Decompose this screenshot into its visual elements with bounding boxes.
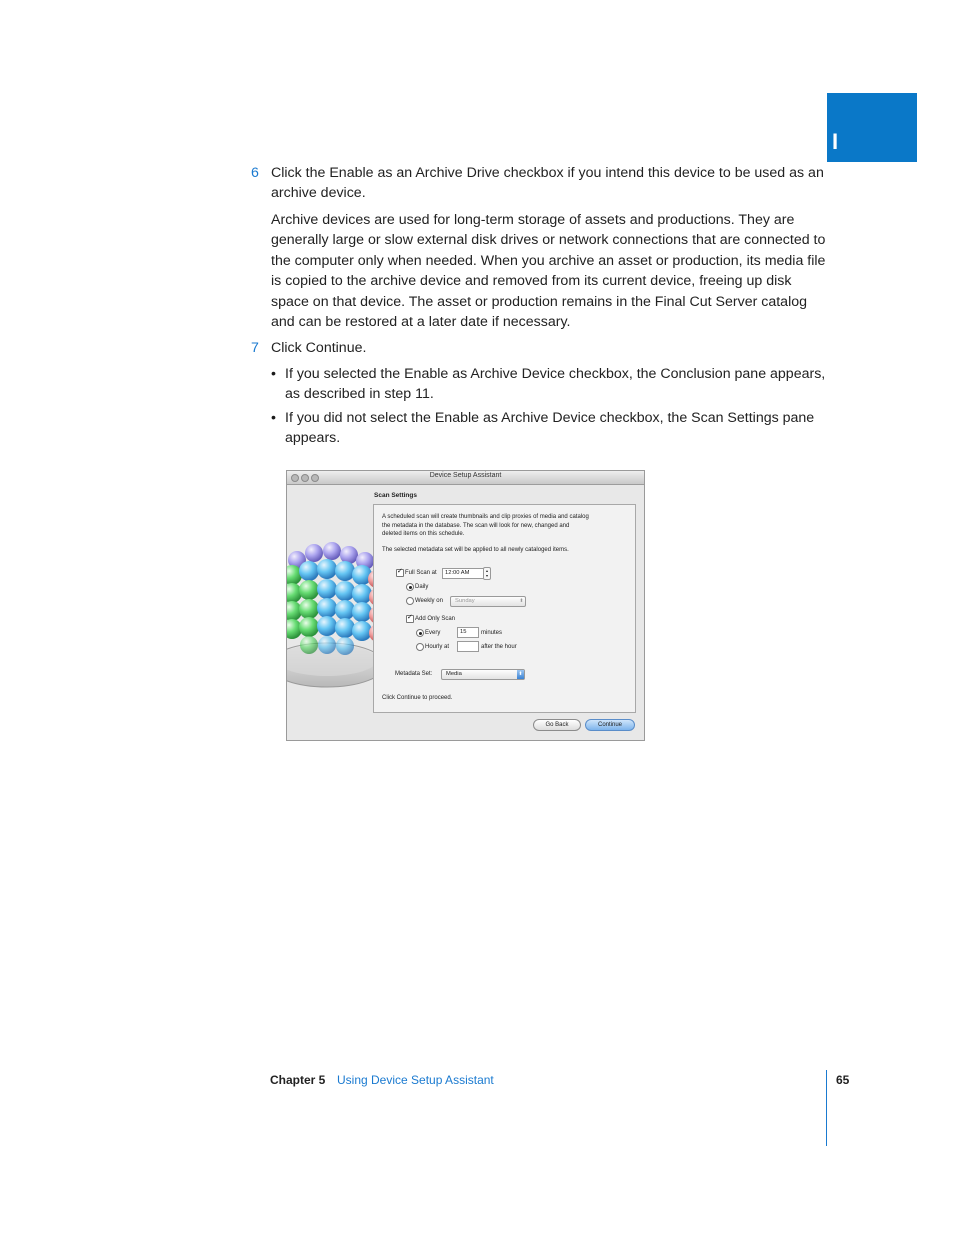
hourly-label: Hourly at: [425, 644, 450, 650]
window-titlebar: [287, 471, 644, 485]
full-scan-label: Full Scan at: [405, 570, 437, 576]
hourly-radio[interactable]: [416, 643, 424, 651]
full-scan-time-field[interactable]: 12:00 AM: [442, 568, 488, 579]
add-only-scan-label: Add Only Scan: [415, 616, 456, 622]
bullet-item: If you selected the Enable as Archive Device checkbox, the Conclusion pane appears, as described in step 11.: [285, 366, 826, 403]
every-radio[interactable]: [416, 629, 424, 637]
device-spheres-icon: [287, 485, 387, 740]
after-hour-label: after the hour: [481, 644, 517, 650]
step-number: 7: [251, 340, 259, 356]
step-text: Click Continue.: [271, 340, 367, 356]
metadata-set-label: Metadata Set:: [395, 671, 433, 677]
minutes-label: minutes: [481, 630, 503, 636]
bullet-item: If you did not select the Enable as Archive Device checkbox, the Scan Settings pane appears.: [285, 410, 815, 447]
bullet-marker: •: [271, 366, 276, 382]
chapter-tab: [827, 93, 917, 162]
device-setup-window: [286, 470, 645, 741]
description-line: the metadata in the database. The scan will look for new, changed and: [382, 522, 570, 529]
continue-button[interactable]: Continue: [585, 719, 635, 731]
step-paragraph: Archive devices are used for long-term storage of assets and productions. They are generally large or slow external disk drives or network connections that are connected to the computer only when needed. When you archive an asset or production, its media file is copied to the archive device and removed from its current device, freeing up disk space on that device. The asset or production remains in the Final Cut Server catalog and can be restored at a later date if necessary.: [271, 212, 826, 331]
every-minutes-field[interactable]: 15: [457, 627, 479, 638]
bullet-marker: •: [271, 410, 276, 426]
metadata-set-select[interactable]: [441, 669, 525, 680]
weekly-day-value: Sunday: [455, 598, 475, 604]
chapter-tab-letter: I: [832, 129, 839, 154]
description-line: deleted items on this schedule.: [382, 531, 465, 537]
add-only-scan-checkbox[interactable]: [406, 615, 414, 623]
step-text: Click the Enable as an Archive Drive checkbox if you intend this device to be used as an archive device.: [271, 165, 824, 202]
section-title: Scan Settings: [374, 492, 417, 499]
window-title: Device Setup Assistant: [429, 472, 502, 479]
description-line: A scheduled scan will create thumbnails and clip proxies of media and catalog: [382, 514, 589, 520]
step-number: 6: [251, 165, 259, 181]
scan-settings-panel: [373, 504, 636, 713]
proceed-note: Click Continue to proceed.: [382, 695, 453, 701]
hourly-minutes-field[interactable]: [457, 641, 479, 652]
daily-label: Daily: [415, 584, 429, 590]
footer-divider: [826, 1070, 827, 1146]
go-back-button[interactable]: Go Back: [533, 719, 581, 731]
every-label: Every: [425, 630, 441, 636]
weekly-radio[interactable]: [406, 597, 414, 605]
metadata-note: The selected metadata set will be applied to all newly cataloged items.: [382, 547, 569, 553]
footer-chapter-title: Using Device Setup Assistant: [337, 1073, 494, 1087]
daily-radio[interactable]: [406, 583, 414, 591]
chevron-updown-icon: ⬍: [519, 598, 524, 604]
chevron-updown-icon: ⬍: [518, 671, 523, 677]
footer-chapter: Chapter 5: [270, 1073, 326, 1087]
weekly-label: Weekly on: [415, 598, 443, 604]
page-number: 65: [836, 1073, 850, 1087]
full-scan-checkbox[interactable]: [396, 569, 404, 577]
time-stepper[interactable]: ▴ ▾: [483, 567, 491, 580]
weekly-day-select[interactable]: [450, 596, 526, 607]
metadata-set-value: Media: [446, 671, 462, 677]
